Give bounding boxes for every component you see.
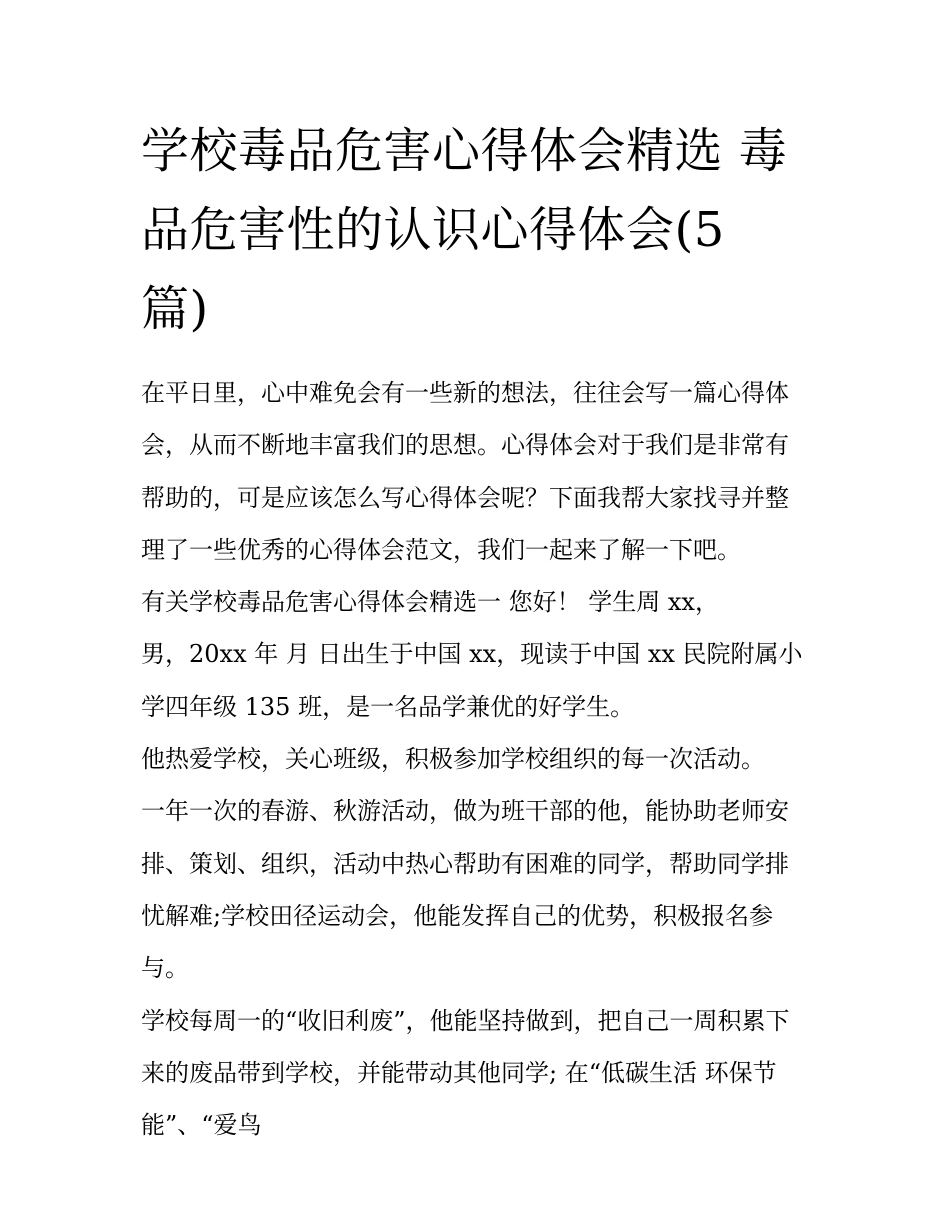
- body-line: 有关学校毒品危害心得体会精选一 您好！ 学生周 xx，: [141, 588, 719, 617]
- body-line: 在平日里，心中难免会有一些新的想法，往往会写一篇心得体: [141, 379, 789, 407]
- body-line: 他热爱学校，关心班级，积极参加学校组织的每一次活动。: [141, 745, 765, 774]
- title-line: 篇): [141, 281, 209, 337]
- body-line: 男，20xx 年 月 日出生于中国 xx，现读于中国 xx 民院附属小: [141, 640, 803, 669]
- body-line: 学校每周一的“收旧利废”，他能坚持做到，把自己一周积累下: [141, 1006, 790, 1035]
- body-line: 能”、“爱鸟: [141, 1111, 262, 1140]
- body-line: 来的废品带到学校，并能带动其他同学; 在“低碳生活 环保节: [141, 1058, 777, 1087]
- title-line: 学校毒品危害心得体会精选 毒: [141, 123, 788, 179]
- body-line: 学四年级 135 班，是一名品学兼优的好学生。: [141, 692, 635, 721]
- body-line: 帮助的，可是应该怎么写心得体会呢？下面我帮大家找寻并整: [141, 483, 789, 512]
- body-line: 排、策划、组织，活动中热心帮助有困难的同学，帮助同学排: [141, 849, 789, 878]
- body-line: 忧解难;学校田径运动会，他能发挥自己的优势，积极报名参: [141, 901, 774, 930]
- document-page: [141, 112, 816, 1151]
- document-body: [141, 367, 816, 1151]
- body-line: 一年一次的春游、秋游活动，做为班干部的他，能协助老师安: [141, 797, 789, 826]
- document-title: [141, 112, 816, 349]
- title-line: 品危害性的认识心得体会(5: [141, 202, 725, 258]
- body-line: 理了一些优秀的心得体会范文，我们一起来了解一下吧。: [141, 535, 741, 564]
- body-line: 会，从而不断地丰富我们的思想。心得体会对于我们是非常有: [141, 431, 789, 460]
- body-line: 与。: [141, 954, 189, 983]
